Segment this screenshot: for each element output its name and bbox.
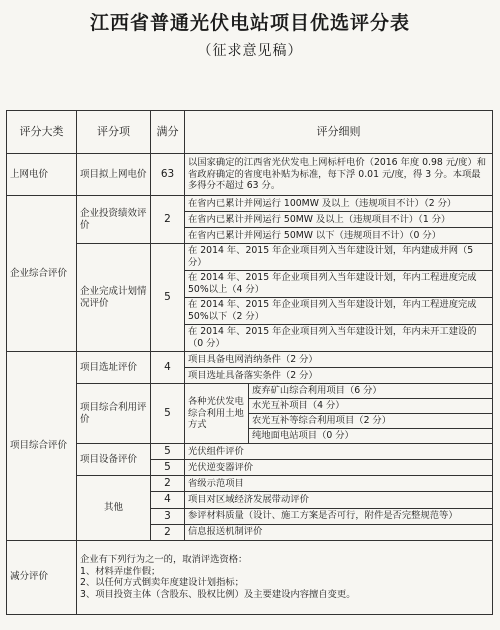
detail-cell: 光伏逆变器评价 xyxy=(185,460,493,476)
table-row xyxy=(7,244,493,271)
detail-cell: 项目对区域经济发展带动评价 xyxy=(185,492,493,508)
detail-cell: 农光互补等综合利用项目（2 分） xyxy=(249,414,493,429)
header-detail: 评分细则 xyxy=(185,111,493,154)
detail-cell: 在省内已累计并网运行 50MW 及以上（违规项目不计）（1 分） xyxy=(185,212,493,228)
table-row xyxy=(7,540,493,614)
score-cell: 63 xyxy=(151,154,185,196)
score-cell: 2 xyxy=(151,524,185,540)
score-cell: 5 xyxy=(151,460,185,476)
category-cell: 上网电价 xyxy=(7,154,77,196)
category-cell: 项目综合评价 xyxy=(7,352,77,541)
table-row xyxy=(7,196,493,212)
score-cell: 2 xyxy=(151,196,185,244)
header-score: 满分 xyxy=(151,111,185,154)
item-cell: 企业投资绩效评价 xyxy=(77,196,151,244)
table-header-row xyxy=(7,111,493,154)
deduct-line: 企业有下列行为之一的，取消评选资格： xyxy=(80,554,248,566)
item-cell: 企业完成计划情况评价 xyxy=(77,244,151,352)
detail-cell: 纯地面电站项目（0 分） xyxy=(249,429,493,444)
deduct-line: 2、以任何方式倒卖年度建设计划指标； xyxy=(80,577,244,589)
detail-cell: 废弃矿山综合利用项目（6 分） xyxy=(249,384,493,399)
header-item: 评分项 xyxy=(77,111,151,154)
document-title: 江西省普通光伏电站项目优选评分表 xyxy=(89,12,410,34)
category-cell: 减分评价 xyxy=(7,540,77,614)
deduct-line: 3、项目投资主体（含股东、股权比例）及主要建设内容擅自变更。 xyxy=(80,588,356,600)
detail-cell: 在省内已累计并网运行 50MW 以下（违规项目不计）（0 分） xyxy=(185,228,493,244)
item-cell: 项目选址评价 xyxy=(77,352,151,384)
land-use-label: 各种光伏发电综合利用土地方式 xyxy=(185,384,249,444)
item-cell: 项目设备评价 xyxy=(77,444,151,476)
score-cell: 5 xyxy=(151,444,185,460)
table-row xyxy=(7,384,493,399)
detail-cell: 光伏组件评价 xyxy=(185,444,493,460)
deduct-line: 1、材料弄虚作假； xyxy=(80,565,161,577)
detail-cell: 在 2014 年、2015 年企业项目列入当年建设计划，年内工程进度完成 50%以上（4 分） xyxy=(185,271,493,298)
detail-cell xyxy=(77,540,493,614)
item-cell: 项目拟上网电价 xyxy=(77,154,151,196)
detail-cell: 水光互补项目（4 分） xyxy=(249,399,493,414)
score-cell: 5 xyxy=(151,384,185,444)
category-cell: 企业综合评价 xyxy=(7,196,77,352)
document-subtitle: （征求意见稿） xyxy=(197,43,303,59)
detail-cell: 在 2014 年、2015 年企业项目列入当年建设计划，年内工程进度完成 50%以下（2 分） xyxy=(185,298,493,325)
detail-cell: 在 2014 年、2015 年企业项目列入当年建设计划，年内建成并网（5 分） xyxy=(185,244,493,271)
detail-cell: 参评材料质量（设计、施工方案是否可行，附件是否完整规范等） xyxy=(185,508,493,524)
header-category: 评分大类 xyxy=(7,111,77,154)
score-cell: 3 xyxy=(151,508,185,524)
score-cell: 2 xyxy=(151,476,185,492)
scoring-table xyxy=(6,110,493,615)
table-row xyxy=(7,352,493,368)
table-row xyxy=(7,476,493,492)
detail-cell: 在 2014 年、2015 年企业项目列入当年建设计划，年内未开工建设的（0 分） xyxy=(185,325,493,352)
detail-cell: 以国家确定的江西省光伏发电上网标杆电价（2016 年度 0.98 元/度）和省政府确定的省度电补贴为标准，每下浮 0.01 元/度，得 3 分。本项最多得分不超过 63 分。 xyxy=(185,154,493,196)
item-cell: 其他 xyxy=(77,476,151,541)
detail-cell: 省级示范项目 xyxy=(185,476,493,492)
score-cell: 4 xyxy=(151,352,185,384)
detail-cell: 项目具备电网消纳条件（2 分） xyxy=(185,352,493,368)
score-cell: 5 xyxy=(151,244,185,352)
table-row xyxy=(7,444,493,460)
detail-cell: 在省内已累计并网运行 100MW 及以上（违规项目不计）（2 分） xyxy=(185,196,493,212)
detail-cell: 信息报送机制评价 xyxy=(185,524,493,540)
item-cell: 项目综合利用评价 xyxy=(77,384,151,444)
table-row xyxy=(7,154,493,196)
detail-cell: 项目选址具备落实条件（2 分） xyxy=(185,368,493,384)
score-cell: 4 xyxy=(151,492,185,508)
